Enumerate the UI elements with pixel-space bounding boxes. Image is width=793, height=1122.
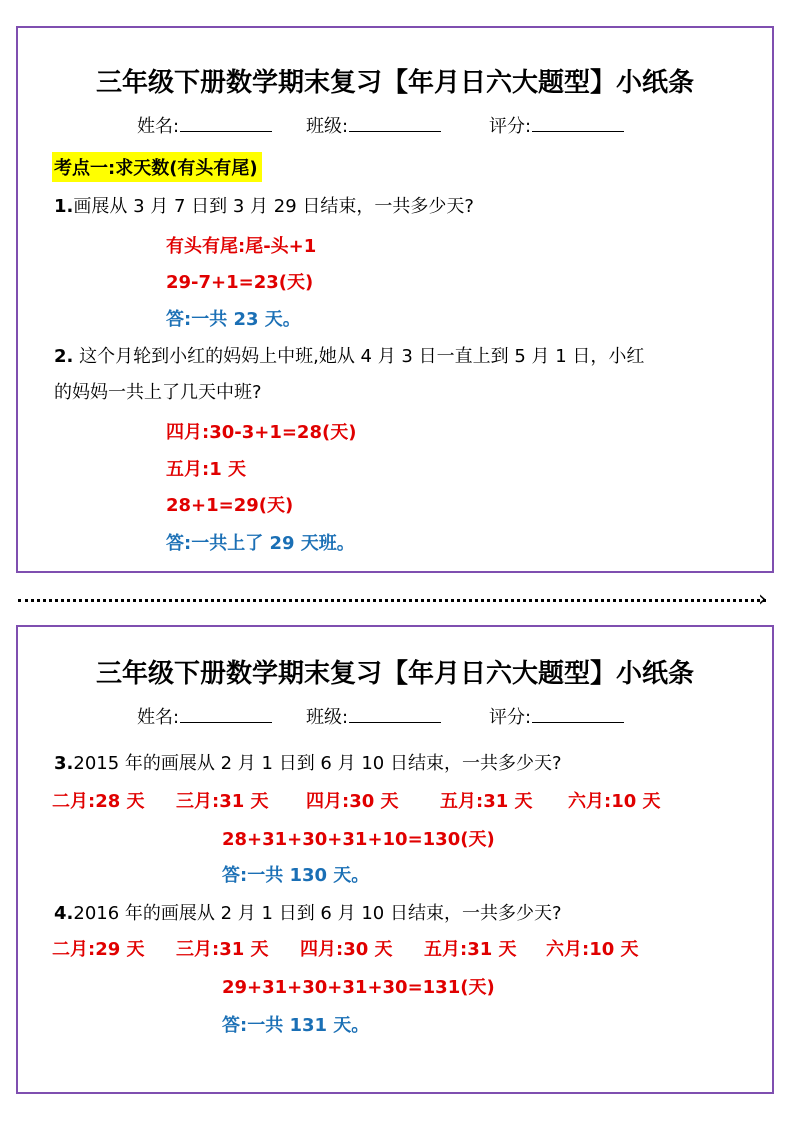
section-heading: 考点一:求天数(有头有尾) (52, 152, 262, 182)
worksheet-card-1 (16, 26, 774, 573)
class-field[interactable] (306, 703, 441, 729)
question-1 (54, 192, 474, 218)
answer-4: 答:一共 131 天。 (222, 1015, 370, 1036)
solution-rule: 有头有尾:尾-头+1 (166, 236, 317, 257)
question-2-line-1 (54, 342, 644, 368)
arrow-right-icon: › (758, 587, 767, 612)
question-text: 2015 年的画展从 2 月 1 日到 6 月 10 日结束，一共多少天? (73, 753, 562, 774)
name-label: 姓名: (137, 707, 180, 728)
score-field[interactable] (489, 703, 624, 729)
month-mar: 三月:31 天 (176, 791, 269, 812)
question-number: 3. (54, 753, 74, 774)
answer-2: 答:一共上了 29 天班。 (166, 533, 355, 554)
class-label: 班级: (306, 707, 349, 728)
month-feb: 二月:29 天 (52, 939, 145, 960)
answer-3: 答:一共 130 天。 (222, 865, 370, 886)
month-feb: 二月:28 天 (52, 791, 145, 812)
solution-calc: 28+31+30+31+10=130(天) (222, 829, 495, 850)
question-number: 2. (54, 346, 74, 367)
question-text: 这个月轮到小红的妈妈上中班,她从 4 月 3 日一直上到 5 月 1 日，小红 (73, 346, 645, 367)
month-may: 五月:31 天 (440, 791, 533, 812)
solution-total: 28+1=29(天) (166, 495, 294, 516)
solution-calc: 29-7+1=23(天) (166, 272, 314, 293)
class-blank[interactable] (349, 115, 441, 132)
score-label: 评分: (489, 707, 532, 728)
name-field[interactable] (137, 703, 272, 729)
score-blank[interactable] (532, 115, 624, 132)
name-blank[interactable] (180, 706, 272, 723)
worksheet-card-2 (16, 625, 774, 1094)
score-blank[interactable] (532, 706, 624, 723)
month-may: 五月:31 天 (424, 939, 517, 960)
worksheet-title: 三年级下册数学期末复习【年月日六大题型】小纸条 (95, 68, 694, 98)
name-blank[interactable] (180, 115, 272, 132)
month-jun: 六月:10 天 (546, 939, 639, 960)
solution-may: 五月:1 天 (166, 459, 246, 480)
solution-calc: 29+31+30+31+30=131(天) (222, 977, 495, 998)
question-text: 2016 年的画展从 2 月 1 日到 6 月 10 日结束，一共多少天? (73, 903, 562, 924)
month-mar: 三月:31 天 (176, 939, 269, 960)
month-apr: 四月:30 天 (300, 939, 393, 960)
dotted-divider (18, 599, 766, 602)
question-number: 4. (54, 903, 74, 924)
question-text: 画展从 3 月 7 日到 3 月 29 日结束，一共多少天? (73, 196, 474, 217)
question-2-line-2: 的妈妈一共上了几天中班? (54, 382, 262, 403)
class-field[interactable] (306, 112, 441, 138)
answer-1: 答:一共 23 天。 (166, 309, 301, 330)
question-number: 1. (54, 196, 74, 217)
month-jun: 六月:10 天 (568, 791, 661, 812)
score-label: 评分: (489, 116, 532, 137)
name-label: 姓名: (137, 116, 180, 137)
score-field[interactable] (489, 112, 624, 138)
question-3 (54, 749, 562, 775)
month-apr: 四月:30 天 (306, 791, 399, 812)
question-4 (54, 899, 562, 925)
class-label: 班级: (306, 116, 349, 137)
name-field[interactable] (137, 112, 272, 138)
worksheet-title: 三年级下册数学期末复习【年月日六大题型】小纸条 (95, 659, 694, 689)
solution-april: 四月:30-3+1=28(天) (166, 422, 357, 443)
class-blank[interactable] (349, 706, 441, 723)
